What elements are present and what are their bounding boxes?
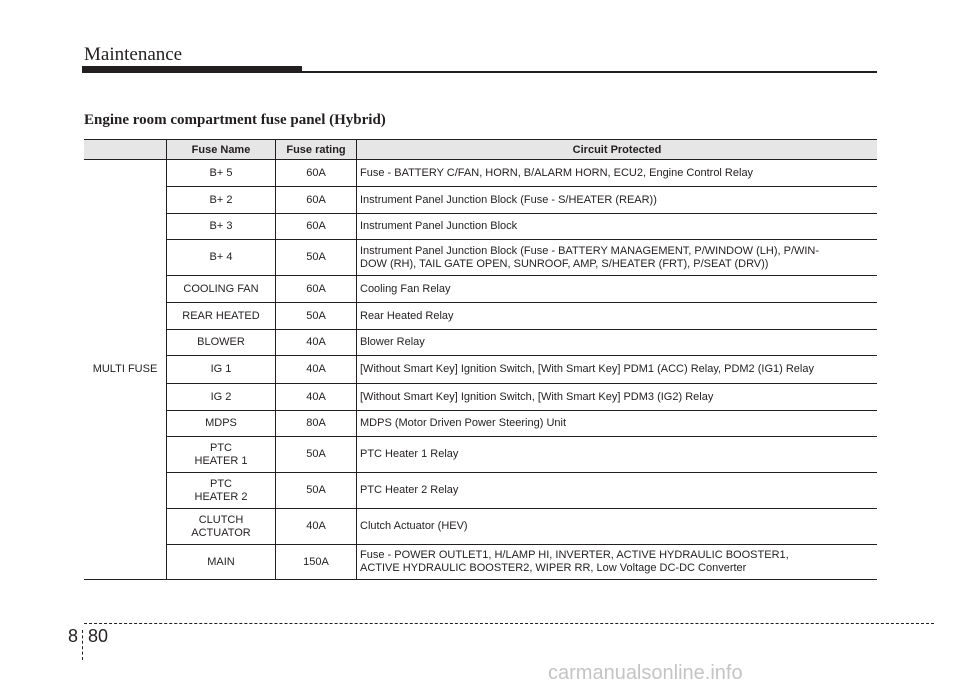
circuit-protected-cell: MDPS (Motor Driven Power Steering) Unit — [357, 411, 878, 437]
header-group-blank — [84, 140, 167, 160]
page-number: 80 — [88, 626, 109, 646]
fuse-name-cell: B+ 4 — [167, 240, 276, 276]
fuse-rating-cell: 50A — [276, 473, 357, 509]
footer-vertical-rule — [82, 630, 83, 660]
watermark: carmanualsonline.info — [548, 662, 743, 684]
table-row — [84, 160, 877, 187]
table-row — [84, 240, 877, 276]
fuse-name-cell: MDPS — [167, 411, 276, 437]
fuse-rating-cell: 60A — [276, 160, 357, 187]
circuit-protected-cell: [Without Smart Key] Ignition Switch, [With Smart Key] PDM1 (ACC) Relay, PDM2 (IG1) Relay — [357, 356, 878, 384]
fuse-name-cell: PTC HEATER 1 — [167, 437, 276, 473]
circuit-protected-cell: Instrument Panel Junction Block — [357, 214, 878, 240]
fuse-rating-cell: 150A — [276, 545, 357, 580]
table-row — [84, 303, 877, 330]
circuit-protected-cell: [Without Smart Key] Ignition Switch, [With Smart Key] PDM3 (IG2) Relay — [357, 384, 878, 411]
header-rule-thin — [82, 71, 877, 73]
fuse-table — [84, 139, 877, 580]
header-fuse-rating: Fuse rating — [276, 140, 357, 160]
table-row — [84, 214, 877, 240]
table-row — [84, 276, 877, 303]
header-fuse-name: Fuse Name — [167, 140, 276, 160]
fuse-rating-cell: 60A — [276, 187, 357, 214]
table-row — [84, 411, 877, 437]
circuit-protected-cell: Blower Relay — [357, 330, 878, 356]
fuse-rating-cell: 50A — [276, 240, 357, 276]
circuit-protected-cell: Instrument Panel Junction Block (Fuse - S/HEATER (REAR)) — [357, 187, 878, 214]
fuse-rating-cell: 40A — [276, 384, 357, 411]
fuse-rating-cell: 50A — [276, 303, 357, 330]
table-row — [84, 187, 877, 214]
chapter-number: 8 — [68, 626, 79, 646]
circuit-protected-cell: Fuse - BATTERY C/FAN, HORN, B/ALARM HORN, ECU2, Engine Control Relay — [357, 160, 878, 187]
fuse-name-cell: CLUTCH ACTUATOR — [167, 509, 276, 545]
fuse-name-cell: PTC HEATER 2 — [167, 473, 276, 509]
circuit-protected-cell: Fuse - POWER OUTLET1, H/LAMP HI, INVERTER, ACTIVE HYDRAULIC BOOSTER1, ACTIVE HYDRAULIC BOOSTER2, WIPER RR, Low Voltage DC-DC Converter — [357, 545, 878, 580]
fuse-name-cell: B+ 3 — [167, 214, 276, 240]
fuse-name-cell: REAR HEATED — [167, 303, 276, 330]
fuse-rating-cell: 80A — [276, 411, 357, 437]
fuse-name-cell: IG 2 — [167, 384, 276, 411]
table-row — [84, 545, 877, 580]
fuse-name-cell: MAIN — [167, 545, 276, 580]
fuse-rating-cell: 40A — [276, 356, 357, 384]
table-row — [84, 473, 877, 509]
fuse-name-cell: BLOWER — [167, 330, 276, 356]
circuit-protected-cell: PTC Heater 2 Relay — [357, 473, 878, 509]
circuit-protected-cell: Clutch Actuator (HEV) — [357, 509, 878, 545]
fuse-name-cell: IG 1 — [167, 356, 276, 384]
table-row — [84, 330, 877, 356]
table-row — [84, 356, 877, 384]
fuse-name-cell: COOLING FAN — [167, 276, 276, 303]
page-header-title: Maintenance — [84, 44, 183, 65]
circuit-protected-cell: Cooling Fan Relay — [357, 276, 878, 303]
fuse-rating-cell: 40A — [276, 330, 357, 356]
section-title: Engine room compartment fuse panel (Hybrid) — [84, 112, 386, 128]
circuit-protected-cell: Instrument Panel Junction Block (Fuse - BATTERY MANAGEMENT, P/WINDOW (LH), P/WIN- DOW (RH), TAIL GATE OPEN, SUNROOF, AMP, S/HEATER (FRT), P/SEAT (DRV)) — [357, 240, 878, 276]
fuse-rating-cell: 50A — [276, 437, 357, 473]
table-row — [84, 384, 877, 411]
table-row — [84, 509, 877, 545]
fuse-rating-cell: 60A — [276, 214, 357, 240]
fuse-group-label: MULTI FUSE — [84, 160, 167, 580]
fuse-table-body — [84, 160, 877, 580]
circuit-protected-cell: Rear Heated Relay — [357, 303, 878, 330]
circuit-protected-cell: PTC Heater 1 Relay — [357, 437, 878, 473]
header-circuit-protected: Circuit Protected — [357, 140, 878, 160]
fuse-name-cell: B+ 5 — [167, 160, 276, 187]
fuse-rating-cell: 40A — [276, 509, 357, 545]
footer-rule — [84, 623, 934, 624]
fuse-name-cell: B+ 2 — [167, 187, 276, 214]
fuse-rating-cell: 60A — [276, 276, 357, 303]
table-header-row — [84, 140, 877, 160]
table-row — [84, 437, 877, 473]
